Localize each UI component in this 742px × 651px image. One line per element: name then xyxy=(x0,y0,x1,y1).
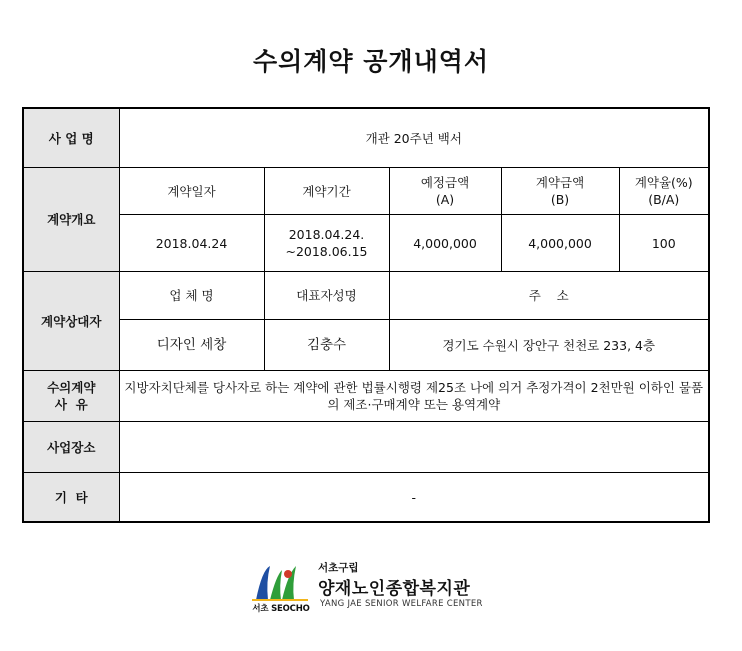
welfare-center-logo xyxy=(248,560,488,616)
estimated-amount-header: 예정금액 (A) xyxy=(389,168,501,215)
estimated-amount-value: 4,000,000 xyxy=(389,215,501,272)
contract-period-value: 2018.04.24. ~2018.06.15 xyxy=(264,215,389,272)
address-value: 경기도 수원시 장안구 천천로 233, 4층 xyxy=(389,320,709,371)
location-row xyxy=(23,422,709,473)
business-name-value: 개관 20주년 백서 xyxy=(119,108,709,168)
reason-value: 지방자치단체를 당사자로 하는 계약에 관한 법률시행령 제25조 나에 의거 추정가격이 2천만원 이하인 물품의 제조·구매계약 또는 용역계약 xyxy=(119,371,709,422)
address-header: 주 소 xyxy=(389,272,709,320)
other-value: - xyxy=(119,473,709,523)
document-title: 수의계약 공개내역서 xyxy=(252,47,490,76)
logo-name-text: 양재노인종합복지관 xyxy=(318,579,471,599)
reason-row xyxy=(23,371,709,422)
contractor-header-row xyxy=(23,272,709,320)
contract-date-header xyxy=(119,168,264,215)
contract-overview-label: 계약개요 xyxy=(23,168,119,272)
reason-label xyxy=(23,371,119,422)
overview-value-row xyxy=(23,215,709,272)
contract-period-header xyxy=(264,168,389,215)
other-row xyxy=(23,473,709,523)
contractor-label: 계약상대자 xyxy=(23,272,119,371)
reason-label-line1: 수의계약 xyxy=(47,380,96,395)
company-name-value: 디자인 세창 xyxy=(119,320,264,371)
company-name-header: 업 체 명 xyxy=(119,272,264,320)
contract-amount-value: 4,000,000 xyxy=(501,215,619,272)
contract-period-header-text: 계약기간 xyxy=(302,183,351,199)
contract-rate-header: 계약율(%) (B/A) xyxy=(619,168,709,215)
business-name-label: 사 업 명 xyxy=(23,108,119,168)
logo-english-text: YANG JAE SENIOR WELFARE CENTER xyxy=(320,599,483,609)
representative-value: 김충수 xyxy=(264,320,389,371)
contract-date-header-text: 계약일자 xyxy=(167,183,216,199)
location-value xyxy=(119,422,709,473)
representative-header: 대표자성명 xyxy=(264,272,389,320)
logo-small-text: 서초구립 xyxy=(318,562,359,574)
other-label: 기 타 xyxy=(23,473,119,523)
contract-disclosure-table xyxy=(22,107,710,523)
reason-label-line2: 사 유 xyxy=(54,397,88,412)
contractor-value-row xyxy=(23,320,709,371)
location-label: 사업장소 xyxy=(23,422,119,473)
logo-district-text: 서초 SEOCHO xyxy=(252,604,310,614)
contract-amount-header: 계약금액 (B) xyxy=(501,168,619,215)
business-name-row xyxy=(23,108,709,168)
contract-date-value: 2018.04.24 xyxy=(119,215,264,272)
contract-rate-value: 100 xyxy=(619,215,709,272)
overview-header-row xyxy=(23,168,709,215)
